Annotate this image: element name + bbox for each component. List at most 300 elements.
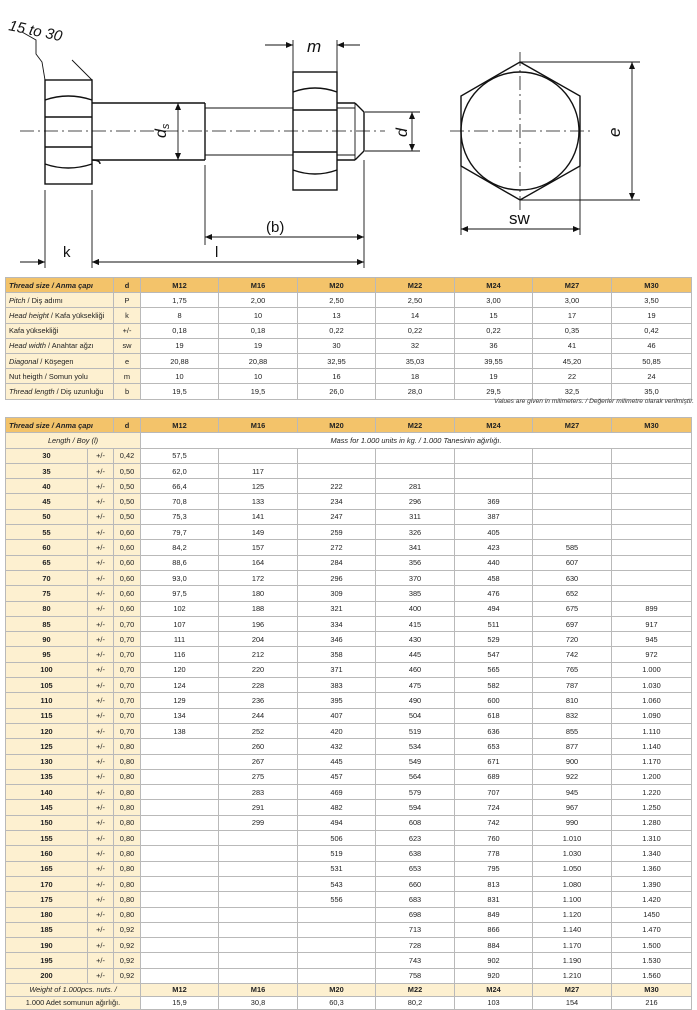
tolerance-sign: +/- — [88, 800, 114, 815]
table-row — [6, 693, 692, 708]
label-tr: / Köşegen — [38, 356, 74, 366]
mass-cell: 813 — [455, 876, 533, 891]
mass-cell — [141, 831, 219, 846]
mass-cell: 920 — [455, 968, 533, 983]
mass-cell — [219, 938, 298, 953]
mass-caption: Mass for 1.000 units in kg. / 1.000 Tanesinin ağırlığı. — [141, 433, 692, 448]
tolerance-sign: +/- — [88, 739, 114, 754]
props-cell: 14 — [376, 308, 455, 323]
tolerance-sign: +/- — [88, 953, 114, 968]
mass-cell: 1.120 — [533, 907, 612, 922]
mass-cell: 272 — [298, 540, 376, 555]
props-row-label — [6, 384, 114, 399]
mass-cell: 415 — [376, 616, 455, 631]
mass-cell: 460 — [376, 662, 455, 677]
length-cell: 145 — [6, 800, 88, 815]
tolerance-sign: +/- — [88, 463, 114, 478]
mass-cell: 653 — [455, 739, 533, 754]
mass-cell: 129 — [141, 693, 219, 708]
props-row — [6, 293, 692, 308]
mass-cell: 400 — [376, 601, 455, 616]
props-row — [6, 384, 692, 399]
weight-cell: 30,8 — [219, 996, 298, 1009]
mass-cell: 204 — [219, 632, 298, 647]
mass-cell: 832 — [533, 708, 612, 723]
props-cell: 36 — [455, 338, 533, 353]
length-label-text: Length / Boy (l) — [47, 435, 99, 445]
mass-cell — [533, 479, 612, 494]
mass-cell: 309 — [298, 586, 376, 601]
table-row — [6, 616, 692, 631]
table-row — [6, 647, 692, 662]
mass-cell: 387 — [455, 509, 533, 524]
mass-cell: 102 — [141, 601, 219, 616]
mass-cell: 698 — [376, 907, 455, 922]
props-cell: 19 — [141, 338, 219, 353]
props-row-symbol: P — [114, 293, 141, 308]
weight-label-1: Weight of 1.000pcs. nuts. / — [6, 983, 141, 996]
mass-cell: 93,0 — [141, 570, 219, 585]
mass-cell: 810 — [533, 693, 612, 708]
mass-cell: 125 — [219, 479, 298, 494]
table-row — [6, 463, 692, 478]
mass-cell: 1.140 — [533, 922, 612, 937]
mass-cell — [141, 739, 219, 754]
mass-cell: 62,0 — [141, 463, 219, 478]
mass-cell — [612, 540, 692, 555]
length-cell: 105 — [6, 678, 88, 693]
mass-cell — [298, 448, 376, 463]
tolerance-sign: +/- — [88, 586, 114, 601]
length-cell: 135 — [6, 769, 88, 784]
head-chamfer-bottom — [45, 164, 92, 168]
mass-cell: 134 — [141, 708, 219, 723]
props-cell: 18 — [376, 369, 455, 384]
length-cell: 85 — [6, 616, 88, 631]
props-cell: 2,00 — [219, 293, 298, 308]
props-cell: 0,18 — [219, 323, 298, 338]
tolerance-cell: 0,70 — [114, 678, 141, 693]
props-cell: 41 — [533, 338, 612, 353]
tolerance-cell: 0,80 — [114, 785, 141, 800]
tolerance-cell: 0,50 — [114, 494, 141, 509]
tolerance-cell: 0,80 — [114, 769, 141, 784]
mass-cell: 1.110 — [612, 723, 692, 738]
props-row — [6, 323, 692, 338]
mass-cell: 296 — [298, 570, 376, 585]
mass-cell: 1.060 — [612, 693, 692, 708]
mass-cell: 713 — [376, 922, 455, 937]
table-row — [6, 754, 692, 769]
mass-cell: 296 — [376, 494, 455, 509]
mass-cell: 758 — [376, 968, 455, 983]
props-cell: 0,22 — [376, 323, 455, 338]
props-row — [6, 353, 692, 368]
mass-cell: 638 — [376, 846, 455, 861]
mass-cell — [219, 922, 298, 937]
label-b: (b) — [266, 219, 285, 236]
tolerance-sign: +/- — [88, 861, 114, 876]
mass-cell: 967 — [533, 800, 612, 815]
mass-cell: 326 — [376, 525, 455, 540]
mass-cell: 1.090 — [612, 708, 692, 723]
props-row-label — [6, 353, 114, 368]
tolerance-cell: 0,50 — [114, 509, 141, 524]
mass-cell: 475 — [376, 678, 455, 693]
tolerance-cell: 0,70 — [114, 693, 141, 708]
props-cell: 50,85 — [612, 353, 692, 368]
mass-cell: 244 — [219, 708, 298, 723]
mass-cell: 259 — [298, 525, 376, 540]
mass-cell: 531 — [298, 861, 376, 876]
length-label — [6, 433, 141, 448]
props-cell: 20,88 — [141, 353, 219, 368]
tolerance-sign: +/- — [88, 448, 114, 463]
table-row — [6, 509, 692, 524]
mass-cell: 440 — [455, 555, 533, 570]
props-cell: 13 — [298, 308, 376, 323]
mass-cell — [141, 785, 219, 800]
length-cell: 45 — [6, 494, 88, 509]
props-cell: 32,5 — [533, 384, 612, 399]
mass-table — [5, 417, 692, 1010]
mass-cell: 585 — [533, 540, 612, 555]
props-row-symbol: b — [114, 384, 141, 399]
props-cell: 19,5 — [219, 384, 298, 399]
label-en: Nut heigth — [9, 371, 43, 381]
props-row-label — [6, 338, 114, 353]
mass-cell — [141, 800, 219, 815]
symbol-header: d — [114, 278, 141, 293]
label-tr: / Diş uzunluğu — [54, 386, 104, 396]
table-row — [6, 968, 692, 983]
props-cell: 22 — [533, 369, 612, 384]
tolerance-cell: 0,80 — [114, 876, 141, 891]
tolerance-sign: +/- — [88, 723, 114, 738]
length-cell: 75 — [6, 586, 88, 601]
length-cell: 190 — [6, 938, 88, 953]
mass-cell: 900 — [533, 754, 612, 769]
tolerance-cell: 0,80 — [114, 815, 141, 830]
mass-cell: 760 — [455, 831, 533, 846]
length-cell: 175 — [6, 892, 88, 907]
props-row — [6, 308, 692, 323]
table-row — [6, 831, 692, 846]
props-row-symbol: +/- — [114, 323, 141, 338]
mass-cell — [219, 953, 298, 968]
mass-cell: 212 — [219, 647, 298, 662]
tolerance-sign: +/- — [88, 815, 114, 830]
mass-cell: 180 — [219, 586, 298, 601]
mass-cell — [612, 494, 692, 509]
props-cell: 10 — [219, 308, 298, 323]
mass-cell: 1.340 — [612, 846, 692, 861]
weight-size-header: M30 — [612, 983, 692, 996]
tolerance-cell: 0,80 — [114, 831, 141, 846]
props-cell: 10 — [219, 369, 298, 384]
mass-cell — [219, 907, 298, 922]
weight-size-header: M27 — [533, 983, 612, 996]
mass-cell — [298, 463, 376, 478]
table-row — [6, 555, 692, 570]
mass-cell: 88,6 — [141, 555, 219, 570]
mass-cell: 321 — [298, 601, 376, 616]
props-cell: 0,22 — [298, 323, 376, 338]
label-k: k — [63, 244, 71, 261]
mass-cell: 1.470 — [612, 922, 692, 937]
mass-cell: 1450 — [612, 907, 692, 922]
label-en: Diagonal — [9, 356, 39, 366]
length-cell: 55 — [6, 525, 88, 540]
props-cell: 10 — [141, 369, 219, 384]
mass-cell: 457 — [298, 769, 376, 784]
tolerance-cell: 0,60 — [114, 570, 141, 585]
mass-cell: 689 — [455, 769, 533, 784]
tolerance-sign: +/- — [88, 846, 114, 861]
mass-cell: 423 — [455, 540, 533, 555]
mass-cell: 267 — [219, 754, 298, 769]
mass-cell: 281 — [376, 479, 455, 494]
tolerance-sign: +/- — [88, 555, 114, 570]
length-cell: 115 — [6, 708, 88, 723]
tolerance-sign: +/- — [88, 907, 114, 922]
weight-cell: 60,3 — [298, 996, 376, 1009]
weight-cell: 80,2 — [376, 996, 455, 1009]
length-cell: 80 — [6, 601, 88, 616]
props-row — [6, 369, 692, 384]
tolerance-sign: +/- — [88, 754, 114, 769]
mass-cell — [533, 463, 612, 478]
mass-cell: 608 — [376, 815, 455, 830]
mass-cell: 1.390 — [612, 876, 692, 891]
mass-cell: 549 — [376, 754, 455, 769]
mass-cell: 877 — [533, 739, 612, 754]
weight-cell: 154 — [533, 996, 612, 1009]
mass-cell: 855 — [533, 723, 612, 738]
size-header-m22: M22 — [376, 418, 455, 433]
table-row — [6, 907, 692, 922]
tolerance-sign: +/- — [88, 938, 114, 953]
table-row — [6, 479, 692, 494]
table-row — [6, 876, 692, 891]
tolerance-cell: 0,50 — [114, 479, 141, 494]
mass-cell — [141, 938, 219, 953]
tolerance-cell: 0,92 — [114, 968, 141, 983]
length-cell: 65 — [6, 555, 88, 570]
props-cell: 19 — [219, 338, 298, 353]
props-cell: 28,0 — [376, 384, 455, 399]
mass-cell: 284 — [298, 555, 376, 570]
label-en: Head width — [9, 341, 46, 351]
label-tr: / Kafa yüksekliği — [48, 310, 105, 320]
mass-cell: 476 — [455, 586, 533, 601]
length-cell: 90 — [6, 632, 88, 647]
props-row — [6, 338, 692, 353]
mass-cell: 107 — [141, 616, 219, 631]
props-cell: 46 — [612, 338, 692, 353]
mass-cell — [455, 448, 533, 463]
mass-cell: 1.530 — [612, 953, 692, 968]
thread-size-header: Thread size / Anma çapı — [6, 278, 114, 293]
mass-cell — [298, 907, 376, 922]
mass-cell: 1.500 — [612, 938, 692, 953]
weight-label-2: 1.000 Adet somunun ağırlığı. — [6, 996, 141, 1009]
mass-cell: 445 — [298, 754, 376, 769]
mass-cell — [612, 509, 692, 524]
tolerance-sign: +/- — [88, 693, 114, 708]
mass-cell: 671 — [455, 754, 533, 769]
mass-cell: 743 — [376, 953, 455, 968]
tolerance-cell: 0,70 — [114, 723, 141, 738]
mass-cell: 866 — [455, 922, 533, 937]
table-row — [6, 769, 692, 784]
tolerance-cell: 0,80 — [114, 739, 141, 754]
size-header-m16: M16 — [219, 418, 298, 433]
tolerance-sign: +/- — [88, 540, 114, 555]
tolerance-cell: 0,70 — [114, 632, 141, 647]
bolt-tip — [355, 103, 364, 160]
mass-subheader-row — [6, 433, 692, 448]
mass-cell — [533, 509, 612, 524]
label-tr: Kafa yüksekliği — [9, 326, 59, 336]
table-row — [6, 494, 692, 509]
table-row — [6, 953, 692, 968]
table-row — [6, 723, 692, 738]
mass-cell: 582 — [455, 678, 533, 693]
props-cell: 2,50 — [376, 293, 455, 308]
label-m: m — [307, 37, 322, 56]
length-cell: 195 — [6, 953, 88, 968]
mass-cell: 97,5 — [141, 586, 219, 601]
mass-cell: 66,4 — [141, 479, 219, 494]
mass-cell: 494 — [298, 815, 376, 830]
units-note: Values are given in milimeters. / Değerler milimetre olarak verilmiştir. — [494, 398, 694, 405]
mass-cell: 79,7 — [141, 525, 219, 540]
tolerance-cell: 0,92 — [114, 938, 141, 953]
mass-cell: 228 — [219, 678, 298, 693]
tolerance-sign: +/- — [88, 494, 114, 509]
mass-cell: 902 — [455, 953, 533, 968]
props-row-symbol: e — [114, 353, 141, 368]
tolerance-sign: +/- — [88, 509, 114, 524]
mass-cell: 653 — [376, 861, 455, 876]
mass-cell: 1.360 — [612, 861, 692, 876]
mass-cell: 222 — [298, 479, 376, 494]
mass-header-row — [6, 418, 692, 433]
mass-cell — [219, 861, 298, 876]
mass-cell: 1.170 — [533, 938, 612, 953]
table-row — [6, 708, 692, 723]
mass-cell: 283 — [219, 785, 298, 800]
tolerance-cell: 0,70 — [114, 708, 141, 723]
tolerance-sign: +/- — [88, 479, 114, 494]
mass-cell: 275 — [219, 769, 298, 784]
mass-cell: 220 — [219, 662, 298, 677]
props-cell: 39,55 — [455, 353, 533, 368]
mass-cell — [533, 494, 612, 509]
tolerance-sign: +/- — [88, 968, 114, 983]
mass-cell: 369 — [455, 494, 533, 509]
props-cell: 3,00 — [455, 293, 533, 308]
props-cell: 16 — [298, 369, 376, 384]
mass-cell: 383 — [298, 678, 376, 693]
label-en: Pitch — [9, 295, 26, 305]
props-row-symbol: sw — [114, 338, 141, 353]
mass-cell: 849 — [455, 907, 533, 922]
props-cell: 17 — [533, 308, 612, 323]
mass-cell: 683 — [376, 892, 455, 907]
table-row — [6, 632, 692, 647]
length-cell: 150 — [6, 815, 88, 830]
table-row — [6, 846, 692, 861]
mass-cell: 728 — [376, 938, 455, 953]
head-chamfer-top — [45, 96, 92, 100]
mass-cell — [612, 570, 692, 585]
mass-cell: 519 — [376, 723, 455, 738]
mass-cell: 247 — [298, 509, 376, 524]
length-cell: 40 — [6, 479, 88, 494]
mass-cell: 346 — [298, 632, 376, 647]
tolerance-sign: +/- — [88, 570, 114, 585]
tolerance-cell: 0,60 — [114, 525, 141, 540]
tolerance-sign: +/- — [88, 831, 114, 846]
dimensions-table — [5, 277, 692, 400]
mass-cell: 945 — [533, 785, 612, 800]
size-header-m12: M12 — [141, 418, 219, 433]
mass-cell: 236 — [219, 693, 298, 708]
mass-cell — [141, 907, 219, 922]
mass-cell: 1.000 — [612, 662, 692, 677]
length-cell: 30 — [6, 448, 88, 463]
length-cell: 100 — [6, 662, 88, 677]
mass-cell: 494 — [455, 601, 533, 616]
mass-cell: 618 — [455, 708, 533, 723]
weight-cell: 15,9 — [141, 996, 219, 1009]
mass-cell: 600 — [455, 693, 533, 708]
mass-cell: 636 — [455, 723, 533, 738]
length-cell: 155 — [6, 831, 88, 846]
mass-cell: 395 — [298, 693, 376, 708]
tolerance-cell: 0,92 — [114, 953, 141, 968]
length-cell: 110 — [6, 693, 88, 708]
mass-cell: 778 — [455, 846, 533, 861]
props-cell: 45,20 — [533, 353, 612, 368]
table-row — [6, 570, 692, 585]
table-row — [6, 815, 692, 830]
mass-cell — [612, 525, 692, 540]
mass-cell: 141 — [219, 509, 298, 524]
mass-cell: 565 — [455, 662, 533, 677]
mass-cell — [298, 968, 376, 983]
tolerance-sign: +/- — [88, 678, 114, 693]
mass-cell: 543 — [298, 876, 376, 891]
tolerance-cell: 0,80 — [114, 754, 141, 769]
mass-cell: 1.560 — [612, 968, 692, 983]
mass-cell — [219, 831, 298, 846]
mass-cell: 252 — [219, 723, 298, 738]
tolerance-cell: 0,70 — [114, 616, 141, 631]
mass-cell — [219, 968, 298, 983]
mass-cell: 1.030 — [533, 846, 612, 861]
mass-cell — [141, 876, 219, 891]
weight-cell: 216 — [612, 996, 692, 1009]
table-row — [6, 800, 692, 815]
tolerance-sign: +/- — [88, 708, 114, 723]
props-cell: 19,5 — [141, 384, 219, 399]
mass-cell: 117 — [219, 463, 298, 478]
mass-cell: 504 — [376, 708, 455, 723]
length-cell: 130 — [6, 754, 88, 769]
